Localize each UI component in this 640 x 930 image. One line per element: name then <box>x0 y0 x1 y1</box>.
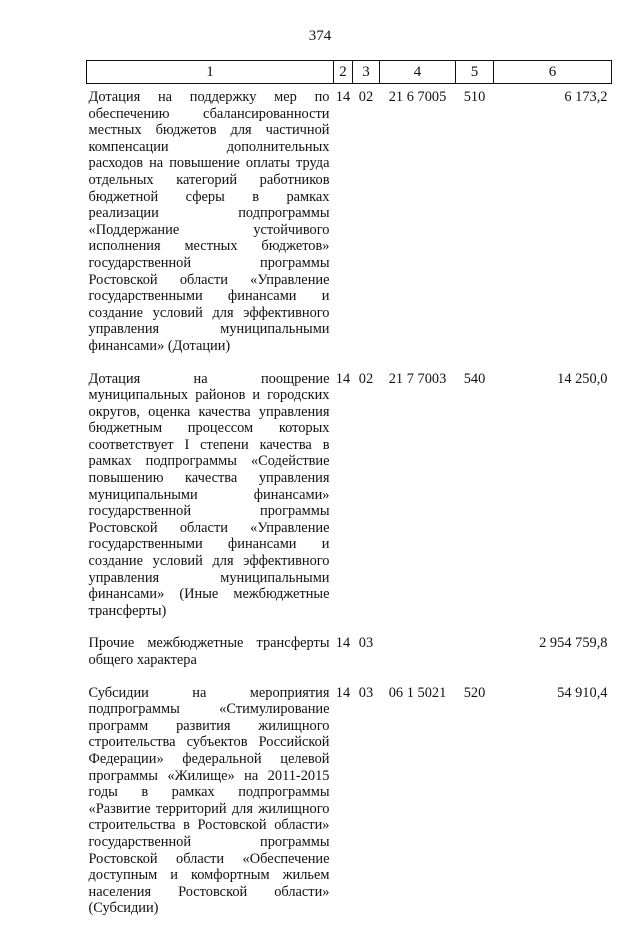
row-section: 14 <box>335 635 351 652</box>
column-header-4: 4 <box>380 61 456 84</box>
column-header-1: 1 <box>87 61 334 84</box>
row-amount: 14 250,0 <box>557 370 608 387</box>
row-description: Прочие межбюджетные трансферты общего характера <box>88 635 330 668</box>
row-expense-type: 520 <box>463 684 486 701</box>
table-row <box>87 682 612 930</box>
row-section: 14 <box>335 684 351 701</box>
row-expense-type <box>456 632 494 681</box>
row-amount: 54 910,4 <box>557 684 608 701</box>
table-row <box>87 84 612 368</box>
row-section: 14 <box>335 89 351 105</box>
row-subsection: 03 <box>358 684 374 701</box>
row-amount: 6 173,2 <box>564 89 608 105</box>
column-header-6: 6 <box>494 61 612 84</box>
column-header-5: 5 <box>456 61 494 84</box>
row-description: Дотация на поощрение муниципальных районов и городских округов, оценка качества управления бюджетным процессом которых соответствует I степени качества в рамках подпрограммы «Содействие повышению качества управления муниципальными финансами» государственной программы Ростовской области «Управление государственными финансами и создание условий для эффективного управления муниципальными финансами» (Иные межбюджетные трансферты) <box>88 370 330 619</box>
row-expense-type: 510 <box>463 89 486 105</box>
table-row <box>87 632 612 681</box>
row-subsection: 03 <box>358 635 374 652</box>
row-target-code: 06 1 5021 <box>388 684 447 701</box>
row-description: Субсидии на мероприятия подпрограммы «Стимулирование программ развития жилищного строительства субъектов Российской Федерации» федеральной целевой программы «Жилище» на 2011-2015 годы в рамках подпрограммы «Развитие территорий для жилищного строительства в Ростовской области» государственной программы Ростовской области «Обеспечение доступным и комфортным жильем населения Ростовской области» (Субсидии) <box>88 684 330 917</box>
row-section: 14 <box>335 370 351 387</box>
row-target-code: 21 7 7003 <box>388 370 447 387</box>
table-row <box>87 368 612 633</box>
row-amount: 2 954 759,8 <box>539 635 608 652</box>
column-header-3: 3 <box>353 61 380 84</box>
table-header-row <box>87 61 612 84</box>
row-subsection: 02 <box>358 89 374 105</box>
page-number: 374 <box>308 28 332 44</box>
row-expense-type: 540 <box>463 370 486 387</box>
budget-table <box>86 60 612 930</box>
row-description: Дотация на поддержку мер по обеспечению сбалансированности местных бюджетов для частичной компенсации дополнительных расходов на повышение оплаты труда отдельных категорий работников бюджетной сферы в рамках реализации подпрограммы «Поддержание устойчивого исполнения местных бюджетов» государственной программы Ростовской области «Управление государственными финансами и создание условий для эффективного управления муниципальными финансами» (Дотации) <box>88 89 330 354</box>
column-header-2: 2 <box>334 61 353 84</box>
row-target-code <box>380 632 456 681</box>
row-target-code: 21 6 7005 <box>388 89 447 105</box>
row-subsection: 02 <box>358 370 374 387</box>
